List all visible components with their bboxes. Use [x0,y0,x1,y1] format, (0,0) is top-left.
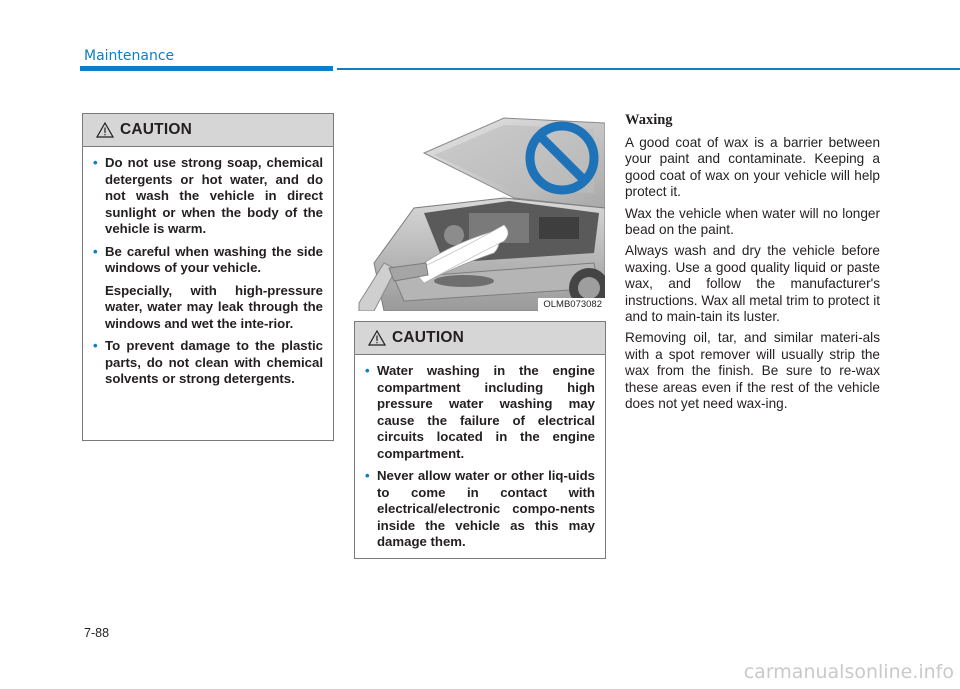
caution-header [83,114,333,147]
caution-header [355,322,605,355]
caution-title: CAUTION [392,329,465,346]
figure-code: OLMB073082 [538,298,605,311]
caution-item: • Do not use strong soap, chemical detergents or hot water, and do not wash the vehicle in direct sunlight or when the body of the vehicle is warm. [93,155,323,238]
caution-item: • To prevent damage to the plastic parts, do not clean with chemical solvents or strong detergents. [93,338,323,388]
caution-item: • Water washing in the engine compartment including high pressure water washing may cause the failure of electrical circuits located in the engine compartment. [365,363,595,462]
engine-wash-illustration [354,113,605,311]
caution-item: • Never allow water or other liq-uids to come in contact with electrical/electronic compo-nents inside the vehicle as this may damage them. [365,468,595,551]
section-header: Maintenance [84,48,175,64]
caution-item-detail: Especially, with high-pressure water, water may leak through the windows and wet the inte-rior. [105,282,323,331]
waxing-paragraph: Removing oil, tar, and similar materi-als with a spot remover will usually strip the wax from the finish. Be sure to re-wax these areas even if the rest of the vehicle does not yet need wax-ing. [625,330,880,412]
caution-body [355,355,605,567]
warning-triangle-icon [96,122,114,138]
caution-box-right [354,321,606,559]
watermark-text: carmanualsonline.info [743,661,954,683]
page-number: 7-88 [84,626,110,640]
waxing-paragraph: Wax the vehicle when water will no longer bead on the paint. [625,205,880,238]
caution-title: CAUTION [120,121,193,138]
caution-item: • Be careful when washing the side windows of your vehicle. [93,244,323,277]
header-rule-thick [80,66,333,71]
waxing-heading: Waxing [625,112,673,128]
waxing-section [625,112,880,418]
caution-body [83,147,333,404]
waxing-paragraph: Always wash and dry the vehicle before waxing. Use a good quality liquid or paste wax, and follow the manufacturer's instructions. Wax all metal trim to protect it and to main-tain its luster. [625,243,880,325]
car-engine-illustration [354,113,605,311]
header-rule-thin [337,68,960,70]
waxing-paragraph: A good coat of wax is a barrier between your paint and contaminate. Keeping a good coat of wax on your vehicle will help protect it. [625,135,880,200]
warning-triangle-icon [368,330,386,346]
caution-box-left [82,113,334,441]
